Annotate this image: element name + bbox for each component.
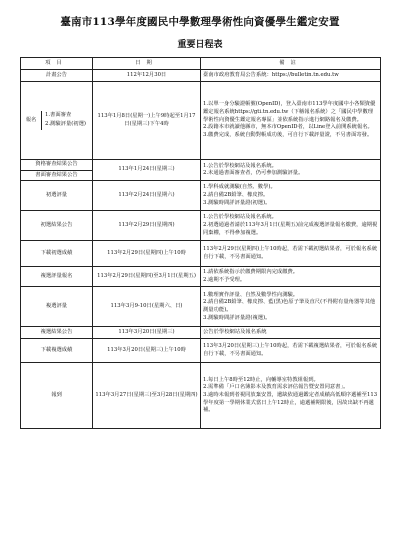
note-text: 3.逾時未報到者視同放棄安置，遺缺依通過鑑定者成績高低順序遞補至113學年度第一學期休業式當日上午12時止，逾遞補期限後，因故出缺不再遞補。 [203, 392, 378, 414]
table-row [21, 267, 381, 287]
table-row [21, 327, 381, 339]
row-item [21, 82, 93, 160]
row-notes [201, 160, 381, 181]
row-notes [201, 82, 381, 160]
row-item: 下載複選成績 [21, 339, 93, 363]
note-text: 2.請自備2B鉛筆、橡皮擦、藍(黑)色原子筆及直尺(不得附有量角器等其他測量功能)。 [203, 299, 376, 313]
row-subitem: 資格審查結果公告 [35, 161, 78, 167]
row-item: 複選結果公告 [21, 327, 93, 339]
table-row [21, 339, 381, 363]
row-item: 複選評量報名 [21, 267, 93, 287]
note-text: 1.學科成就測驗(自然、數學)。 [203, 184, 276, 191]
table-row [21, 160, 381, 181]
note-text: 1.公告於學校網站及報名系統。 [203, 214, 277, 221]
note-text: 3.繳費完成，系統自動對帳成功後，可自行下載評量證，不另書面寄發。 [203, 132, 373, 138]
note-text: 3.測驗時間詳評量證(初選)。 [203, 199, 271, 206]
row-notes [201, 363, 381, 429]
row-notes [201, 181, 381, 211]
row-notes [201, 211, 381, 241]
row-group-label: 報名 [21, 111, 42, 129]
row-subitem: 書面審查結果公告 [21, 170, 92, 181]
note-text: 2.初選通過者請於113年3月1日(星期五)前完成複選評量報名繳費，逾期視同棄權，不得參加複選。 [203, 222, 378, 236]
row-notes [201, 267, 381, 287]
header-date: 日期 [93, 58, 201, 70]
row-date: 113年1月24日(星期三) [93, 160, 201, 181]
note-text: 1.以單一身分驗證帳號(OpenID)，登入臺南市113學年度國中小各類資優鑑定報名系統https://gti.tn.edu.tw（下稱報名系統）之「國民中學數理學術性向資優生鑑定報名專區」並依系統指示進行網路報名及繳費。 [203, 101, 376, 123]
note-text: 1.每日上午8時至12時止，向輔導室特教組報到。 [203, 376, 319, 383]
row-item: 複選評量 [21, 287, 93, 327]
row-date: 113年3月27日(星期三)至3月28日(星期四) [93, 363, 201, 429]
row-notes [201, 70, 381, 82]
row-subitem: 1.書面審查 [45, 112, 72, 119]
row-notes [201, 287, 381, 327]
row-item: 初選評量 [21, 181, 93, 211]
row-date: 113年1月8日(星期一)上午9時起至1月17日(星期三)下午4時 [93, 82, 201, 160]
row-item: 計畫公告 [21, 70, 93, 82]
row-notes [201, 327, 381, 339]
table-row [21, 363, 381, 429]
row-date: 113年2月29日(星期四)上午10時 [93, 241, 201, 267]
note-text: 3.測驗時間詳評量證(複選)。 [203, 314, 271, 321]
document-title: 臺南市113學年度國民中學數理學術性向資優學生鑑定安置 [60, 16, 340, 28]
table-row [21, 181, 381, 211]
row-notes [201, 241, 381, 267]
row-subitem: 2.測驗評量(初選) [45, 121, 86, 127]
table-row [21, 82, 381, 160]
row-date: 113年3月20日(星期三) [93, 327, 201, 339]
row-date: 113年3月9-10日(星期六、日) [93, 287, 201, 327]
note-text: 1.數理實作評量、自然及數學性向測驗。 [203, 291, 299, 298]
table-row [21, 70, 381, 82]
row-date: 113年2月24日(星期六) [93, 181, 201, 211]
row-date: 113年2月29日(星期四) [93, 211, 201, 241]
row-item [21, 160, 93, 181]
row-date: 112年12月30日 [93, 70, 201, 82]
note-text: 2.需準備「戶口名簿影本及教育需求評估報告暨安置同意書」。 [203, 384, 349, 391]
header-item: 項目 [21, 58, 93, 70]
note-text: 1.請依系統指示於繳費期限內完成繳費。 [203, 269, 299, 276]
row-item: 下載初選成績 [21, 241, 93, 267]
note-text: 2.請自備2B鉛筆、橡皮擦。 [203, 192, 269, 198]
table-header-row [21, 58, 381, 70]
table-row [21, 287, 381, 327]
document-subtitle: 重要日程表 [177, 40, 223, 50]
note-text: 113年3月20日(星期三)上午10時起，若需下載複選結果者，可於報名系統自行下載，不另書面通知。 [203, 343, 378, 357]
row-date: 113年3月20日(星期三)上午10時 [93, 339, 201, 363]
note-text: 2.未通過書面審查者，仍可參加測驗評量。 [203, 170, 304, 177]
schedule-table [20, 57, 381, 429]
header-notes: 備註 [201, 58, 381, 70]
row-notes [201, 339, 381, 363]
note-text: 1.公告於學校網站及報名系統。 [203, 162, 277, 169]
note-text: 113年2月29日(星期四)上午10時起，若需下載初選結果者，可於報名系統自行下載，不另書面通知。 [203, 246, 378, 260]
table-row [21, 211, 381, 241]
table-row [21, 241, 381, 267]
row-item: 報到 [21, 363, 93, 429]
row-item: 初選結果公告 [21, 211, 93, 241]
note-text: 2.逾期不予受理。 [203, 276, 246, 283]
note-text: 臺南市政府教育局公告系統：https://bulletin.tn.edu.tw [203, 71, 339, 78]
note-text: 公告於學校網站及報名系統 [203, 329, 267, 335]
row-date: 113年2月29日(星期四)至3月1日(星期五) [93, 267, 201, 287]
note-text: 2.設籍本市就讀他縣市，無本市OpenID者，以Line登入前開系統報名。 [203, 124, 373, 131]
